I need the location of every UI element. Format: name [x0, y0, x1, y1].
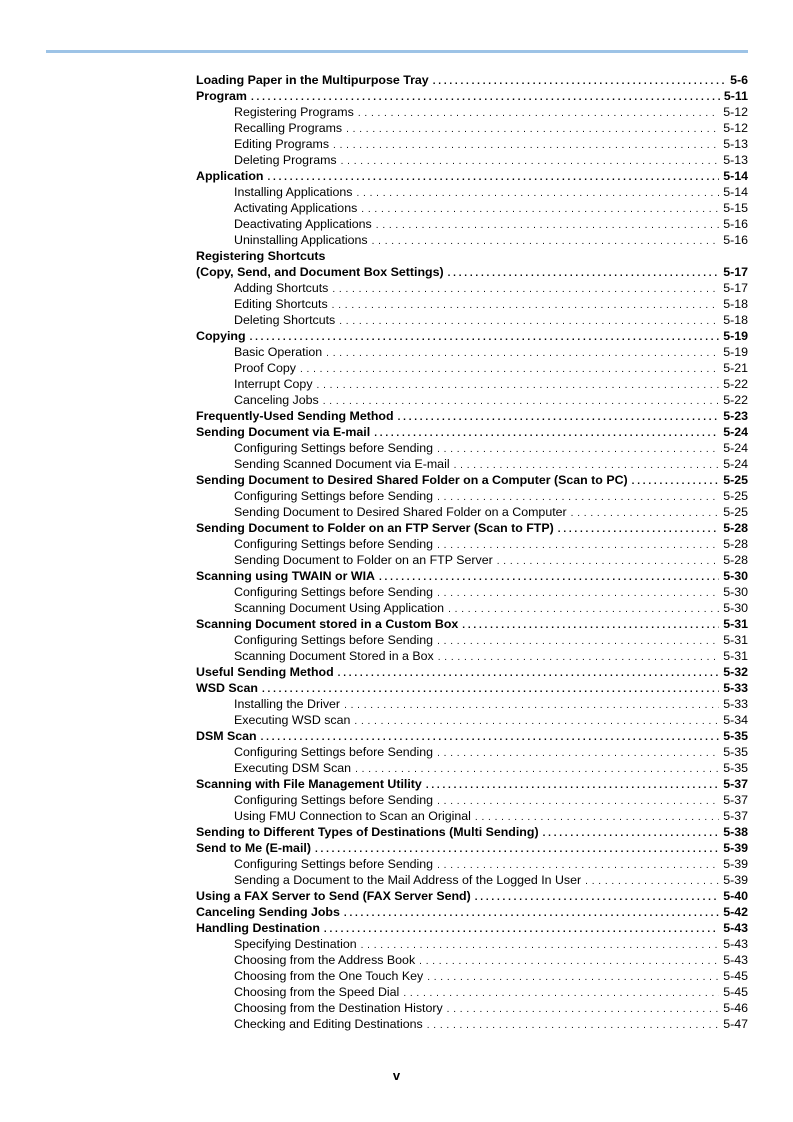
- toc-subentry[interactable]: [196, 136, 748, 152]
- toc-entry-page: 5-28: [723, 553, 748, 567]
- toc-entry-title: Activating Applications: [234, 201, 358, 215]
- toc-entry-title: Sending Document via E-mail: [196, 425, 371, 439]
- dot-leader: [437, 634, 719, 650]
- toc-entry-page: 5-38: [723, 825, 748, 839]
- toc-entry-page: 5-31: [723, 617, 748, 631]
- toc-entry[interactable]: [196, 776, 748, 792]
- toc-entry-title: Copying: [196, 329, 246, 343]
- toc-subentry[interactable]: [196, 648, 748, 664]
- toc-entry-title: Specifying Destination: [234, 937, 357, 951]
- dot-leader: [447, 1002, 720, 1018]
- toc-subentry[interactable]: [196, 792, 748, 808]
- toc-subentry[interactable]: [196, 744, 748, 760]
- toc-entry-page: 5-17: [723, 281, 748, 295]
- toc-entry-title: Deleting Programs: [234, 153, 337, 167]
- toc-entry-page: 5-13: [723, 153, 748, 167]
- toc-subentry[interactable]: [196, 200, 748, 216]
- toc-entry-page: 5-18: [723, 313, 748, 327]
- toc-entry-title: Canceling Jobs: [234, 393, 319, 407]
- toc-entry-title: Program: [196, 89, 247, 103]
- toc-entry-page: 5-25: [723, 505, 748, 519]
- toc-subentry[interactable]: [196, 280, 748, 296]
- toc-entry[interactable]: [196, 248, 748, 264]
- toc-subentry[interactable]: [196, 808, 748, 824]
- toc-entry-title: Configuring Settings before Sending: [234, 633, 434, 647]
- toc-entry-page: 5-30: [723, 585, 748, 599]
- toc-entry-page: 5-35: [723, 745, 748, 759]
- toc-entry-title: Installing the Driver: [234, 697, 341, 711]
- toc-entry-title: Adding Shortcuts: [234, 281, 329, 295]
- toc-entry-title: Scanning Document Using Application: [234, 601, 445, 615]
- header-rule: [46, 50, 748, 53]
- dot-leader: [333, 138, 719, 154]
- toc-entry-title: Choosing from the Speed Dial: [234, 985, 400, 999]
- toc-entry-title: Sending Document to Desired Shared Folder on a Computer (Scan to PC): [196, 473, 628, 487]
- toc-subentry[interactable]: [196, 120, 748, 136]
- toc-entry[interactable]: [196, 920, 748, 936]
- toc-entry[interactable]: [196, 72, 748, 88]
- toc-entry-title: Configuring Settings before Sending: [234, 489, 434, 503]
- toc-entry-page: 5-21: [723, 361, 748, 375]
- toc-entry[interactable]: [196, 680, 748, 696]
- dot-leader: [398, 410, 720, 426]
- toc-subentry[interactable]: [196, 584, 748, 600]
- toc-entry-title: Uninstalling Applications: [234, 233, 368, 247]
- toc-entry-title: Editing Programs: [234, 137, 330, 151]
- toc-entry-title: Choosing from the Destination History: [234, 1001, 443, 1015]
- dot-leader: [361, 202, 719, 218]
- toc-entry-title: Registering Shortcuts: [196, 249, 326, 263]
- toc-entry-page: 5-43: [723, 937, 748, 951]
- toc-entry-title: Sending Document to Desired Shared Folder on a Computer: [234, 505, 567, 519]
- toc-entry-title: Deactivating Applications: [234, 217, 372, 231]
- toc-entry-title: Scanning Document stored in a Custom Box: [196, 617, 459, 631]
- toc-entry-page: 5-25: [723, 473, 748, 487]
- toc-entry-page: 5-39: [723, 873, 748, 887]
- toc-entry-page: 5-17: [723, 265, 748, 279]
- dot-leader: [558, 522, 719, 538]
- toc-entry-page: 5-15: [723, 201, 748, 215]
- toc-entry-title: Sending Scanned Document via E-mail: [234, 457, 450, 471]
- toc-entry[interactable]: [196, 328, 748, 344]
- dot-leader: [346, 122, 719, 138]
- toc-entry-page: 5-30: [723, 601, 748, 615]
- toc-subentry[interactable]: [196, 936, 748, 952]
- dot-leader: [317, 378, 720, 394]
- dot-leader: [332, 282, 719, 298]
- dot-leader: [427, 970, 719, 986]
- toc-entry-title: Configuring Settings before Sending: [234, 585, 434, 599]
- toc-subentry[interactable]: [196, 984, 748, 1000]
- toc-entry-title: Scanning with File Management Utility: [196, 777, 422, 791]
- dot-leader: [344, 906, 719, 922]
- toc-entry-title: Deleting Shortcuts: [234, 313, 336, 327]
- toc-entry-page: 5-31: [723, 633, 748, 647]
- toc-entry-page: 5-31: [723, 649, 748, 663]
- dot-leader: [448, 602, 719, 618]
- toc-entry-page: 5-45: [723, 985, 748, 999]
- toc-subentry[interactable]: [196, 152, 748, 168]
- toc-entry-title: Configuring Settings before Sending: [234, 441, 434, 455]
- dot-leader: [419, 954, 719, 970]
- toc-entry-title: Loading Paper in the Multipurpose Tray: [196, 73, 429, 87]
- toc-entry-title: Sending Document to Folder on an FTP Server (Scan to FTP): [196, 521, 554, 535]
- toc-entry-title: Frequently-Used Sending Method: [196, 409, 394, 423]
- toc-entry-page: 5-22: [723, 393, 748, 407]
- toc-entry-title: Editing Shortcuts: [234, 297, 328, 311]
- toc-entry[interactable]: [196, 904, 748, 920]
- toc-entry-page: 5-37: [723, 777, 748, 791]
- toc-entry-title: Interrupt Copy: [234, 377, 313, 391]
- toc-entry-title: Canceling Sending Jobs: [196, 905, 340, 919]
- toc-entry-title: WSD Scan: [196, 681, 258, 695]
- toc-entry[interactable]: [196, 888, 748, 904]
- toc-entry-page: 5-42: [723, 905, 748, 919]
- toc-entry-page: 5-28: [723, 521, 748, 535]
- toc-entry-page: 5-23: [723, 409, 748, 423]
- toc-subentry[interactable]: [196, 872, 748, 888]
- toc-entry-page: 5-43: [723, 921, 748, 935]
- dot-leader: [543, 826, 720, 842]
- toc-subentry[interactable]: [196, 712, 748, 728]
- dot-leader: [356, 186, 719, 202]
- toc-subentry[interactable]: [196, 968, 748, 984]
- toc-entry-page: 5-35: [723, 761, 748, 775]
- toc-entry-title: Choosing from the One Touch Key: [234, 969, 424, 983]
- toc-entry-page: 5-14: [723, 185, 748, 199]
- dot-leader: [437, 794, 719, 810]
- toc-subentry[interactable]: [196, 232, 748, 248]
- dot-leader: [300, 362, 719, 378]
- toc-subentry[interactable]: [196, 456, 748, 472]
- toc-entry[interactable]: [196, 568, 748, 584]
- toc-entry-page: 5-12: [723, 121, 748, 135]
- toc-entry-title: Scanning Document Stored in a Box: [234, 649, 434, 663]
- toc-entry-page: 5-37: [723, 793, 748, 807]
- toc-subentry[interactable]: [196, 600, 748, 616]
- toc-entry-page: 5-11: [723, 89, 748, 103]
- toc-entry-page: 5-22: [723, 377, 748, 391]
- toc-entry[interactable]: [196, 664, 748, 680]
- toc-entry-page: 5-24: [723, 441, 748, 455]
- toc-entry-title: DSM Scan: [196, 729, 257, 743]
- toc-entry-title: Basic Operation: [234, 345, 323, 359]
- toc-entry-page: 5-13: [723, 137, 748, 151]
- toc-entry-page: 5-6: [730, 73, 748, 87]
- toc-subentry[interactable]: [196, 216, 748, 232]
- toc-entry-page: 5-16: [723, 233, 748, 247]
- toc-entry-page: 5-37: [723, 809, 748, 823]
- toc-subentry[interactable]: [196, 488, 748, 504]
- toc-entry-page: 5-34: [723, 713, 748, 727]
- toc-entry-title: Sending a Document to the Mail Address of the Logged In User: [234, 873, 582, 887]
- toc-subentry[interactable]: [196, 632, 748, 648]
- toc-subentry[interactable]: [196, 760, 748, 776]
- toc-subentry[interactable]: [196, 296, 748, 312]
- toc-subentry[interactable]: [196, 856, 748, 872]
- dot-leader: [354, 714, 719, 730]
- toc-subentry[interactable]: [196, 376, 748, 392]
- toc-entry-title: Application: [196, 169, 264, 183]
- toc-subentry[interactable]: [196, 392, 748, 408]
- toc-subentry[interactable]: [196, 312, 748, 328]
- toc-entry-page: 5-16: [723, 217, 748, 231]
- toc-subentry[interactable]: [196, 440, 748, 456]
- toc-entry-page: 5-12: [723, 105, 748, 119]
- toc-entry-title: Sending to Different Types of Destinations (Multi Sending): [196, 825, 539, 839]
- toc-entry-page: 5-18: [723, 297, 748, 311]
- dot-leader: [326, 346, 719, 362]
- toc-entry-page: 5-33: [723, 697, 748, 711]
- toc-entry[interactable]: [196, 264, 748, 280]
- toc-entry[interactable]: [196, 472, 748, 488]
- dot-leader: [426, 778, 719, 794]
- table-of-contents: [196, 72, 748, 1032]
- dot-leader: [403, 986, 719, 1002]
- toc-entry[interactable]: [196, 728, 748, 744]
- toc-entry-title: Executing DSM Scan: [234, 761, 352, 775]
- toc-entry-page: 5-19: [723, 345, 748, 359]
- toc-subentry[interactable]: [196, 344, 748, 360]
- toc-entry[interactable]: [196, 520, 748, 536]
- dot-leader: [339, 314, 719, 330]
- toc-subentry[interactable]: [196, 504, 748, 520]
- toc-entry-title: Configuring Settings before Sending: [234, 857, 434, 871]
- toc-entry-title: Checking and Editing Destinations: [234, 1017, 423, 1031]
- dot-leader: [324, 922, 719, 938]
- toc-entry[interactable]: [196, 840, 748, 856]
- toc-entry-title: Executing WSD scan: [234, 713, 351, 727]
- dot-leader: [571, 506, 720, 522]
- toc-entry-page: 5-24: [723, 425, 748, 439]
- toc-entry-page: 5-47: [723, 1017, 748, 1031]
- toc-entry[interactable]: [196, 88, 748, 104]
- dot-leader: [462, 618, 719, 634]
- toc-entry-title: Using a FAX Server to Send (FAX Server Send): [196, 889, 471, 903]
- toc-entry-title: Handling Destination: [196, 921, 320, 935]
- toc-entry-title: Proof Copy: [234, 361, 296, 375]
- toc-entry[interactable]: [196, 408, 748, 424]
- dot-leader: [448, 266, 720, 282]
- dot-leader: [376, 218, 719, 234]
- toc-entry-title: Useful Sending Method: [196, 665, 334, 679]
- toc-entry-title: Installing Applications: [234, 185, 353, 199]
- toc-entry-page: 5-24: [723, 457, 748, 471]
- toc-subentry[interactable]: [196, 552, 748, 568]
- toc-entry-page: 5-35: [723, 729, 748, 743]
- toc-entry-title: Recalling Programs: [234, 121, 343, 135]
- dot-leader: [438, 650, 719, 666]
- toc-entry[interactable]: [196, 616, 748, 632]
- toc-entry-title: Send to Me (E-mail): [196, 841, 311, 855]
- toc-entry[interactable]: [196, 168, 748, 184]
- toc-entry-page: 5-14: [723, 169, 748, 183]
- toc-entry-page: 5-40: [723, 889, 748, 903]
- toc-entry-title: Scanning using TWAIN or WIA: [196, 569, 375, 583]
- toc-entry-page: 5-45: [723, 969, 748, 983]
- dot-leader: [585, 874, 719, 890]
- toc-subentry[interactable]: [196, 1000, 748, 1016]
- toc-entry-page: 5-33: [723, 681, 748, 695]
- toc-entry-page: 5-46: [723, 1001, 748, 1015]
- toc-entry-page: 5-39: [723, 857, 748, 871]
- toc-entry[interactable]: [196, 424, 748, 440]
- dot-leader: [427, 1018, 719, 1034]
- toc-entry-title: Configuring Settings before Sending: [234, 793, 434, 807]
- toc-entry-page: 5-28: [723, 537, 748, 551]
- toc-entry-title: Using FMU Connection to Scan an Original: [234, 809, 471, 823]
- toc-subentry[interactable]: [196, 696, 748, 712]
- toc-subentry[interactable]: [196, 952, 748, 968]
- toc-entry-page: 5-43: [723, 953, 748, 967]
- toc-entry-page: 5-25: [723, 489, 748, 503]
- toc-subentry[interactable]: [196, 184, 748, 200]
- toc-entry-title: Choosing from the Address Book: [234, 953, 416, 967]
- dot-leader: [358, 106, 719, 122]
- dot-leader: [332, 298, 720, 314]
- toc-entry[interactable]: [196, 824, 748, 840]
- toc-entry-page: 5-30: [723, 569, 748, 583]
- dot-leader: [341, 154, 720, 170]
- toc-entry-title: Sending Document to Folder on an FTP Server: [234, 553, 493, 567]
- toc-subentry[interactable]: [196, 104, 748, 120]
- dot-leader: [437, 442, 719, 458]
- dot-leader: [372, 234, 720, 250]
- toc-entry-title: Registering Programs: [234, 105, 354, 119]
- dot-leader: [632, 474, 720, 490]
- dot-leader: [437, 746, 719, 762]
- toc-subentry[interactable]: [196, 536, 748, 552]
- dot-leader: [433, 74, 726, 90]
- toc-entry-title: (Copy, Send, and Document Box Settings): [196, 265, 444, 279]
- toc-subentry[interactable]: [196, 1016, 748, 1032]
- dot-leader: [344, 698, 719, 714]
- toc-entry-title: Configuring Settings before Sending: [234, 745, 434, 759]
- toc-entry-page: 5-19: [723, 329, 748, 343]
- toc-subentry[interactable]: [196, 360, 748, 376]
- dot-leader: [475, 890, 719, 906]
- toc-entry-page: 5-32: [723, 665, 748, 679]
- dot-leader: [437, 586, 719, 602]
- dot-leader: [497, 554, 719, 570]
- toc-entry-title: Configuring Settings before Sending: [234, 537, 434, 551]
- toc-entry-page: 5-39: [723, 841, 748, 855]
- page-number: v: [392, 1068, 401, 1083]
- dot-leader: [338, 666, 720, 682]
